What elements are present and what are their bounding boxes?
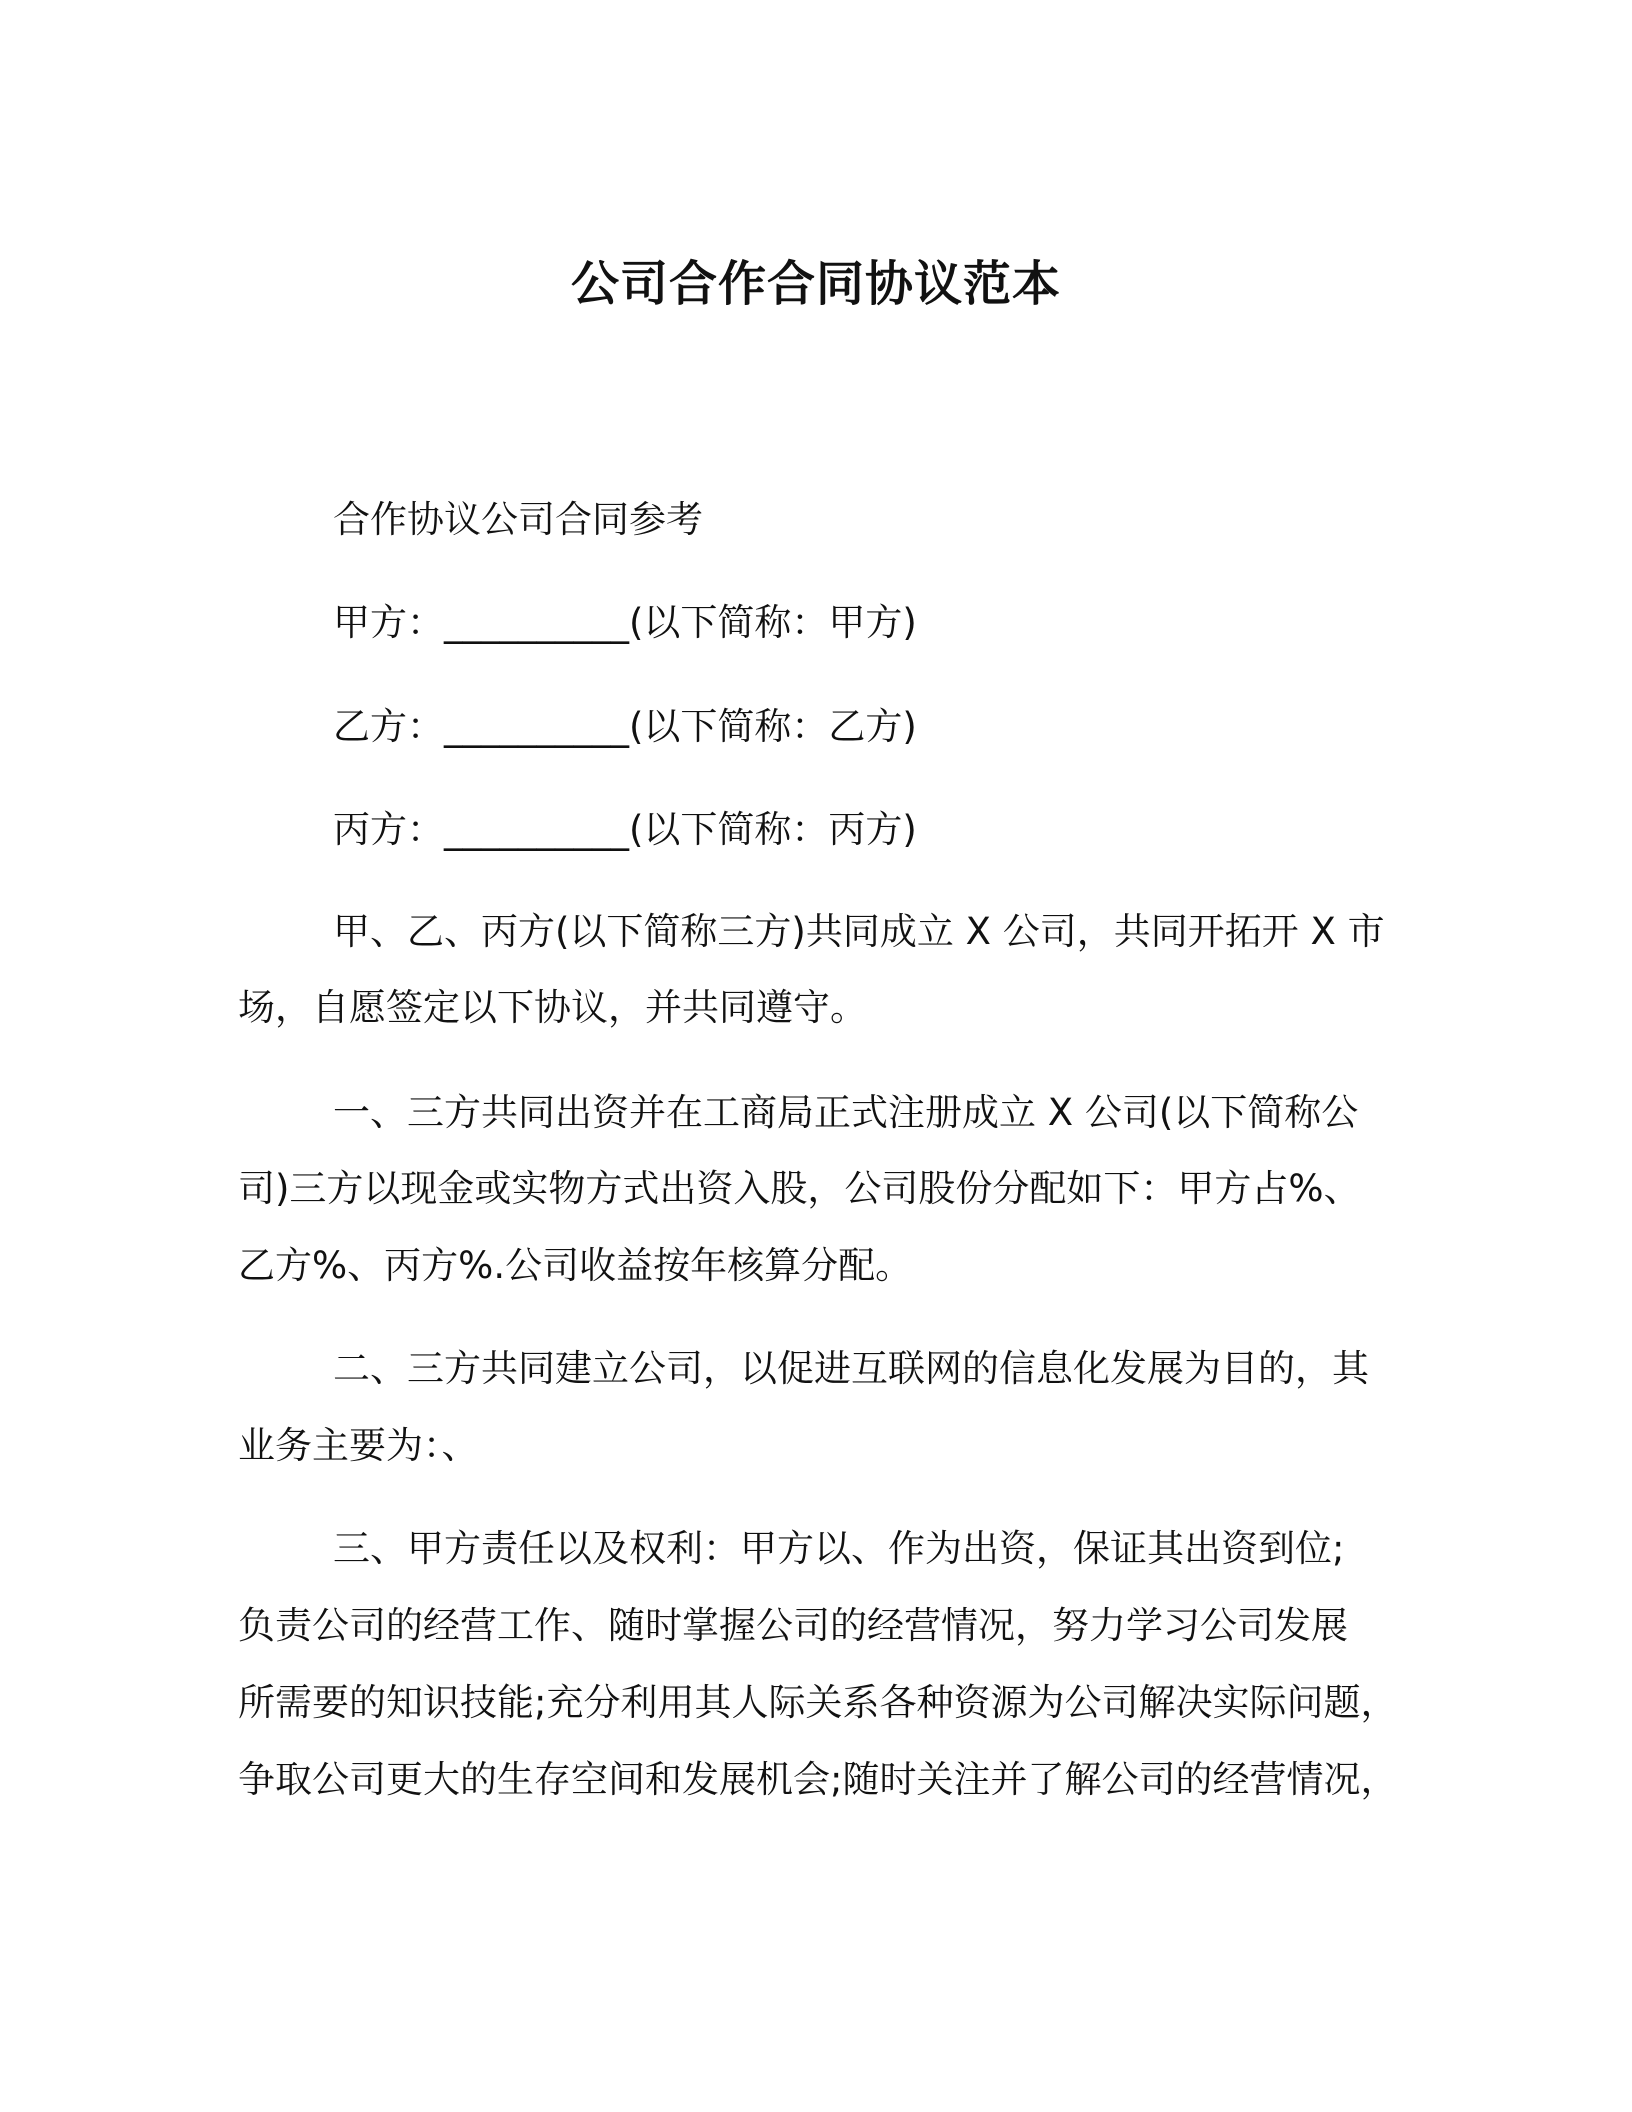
clause-1-line: 乙方%、丙方%.公司收益按年核算分配。 bbox=[238, 1244, 913, 1287]
party-b-line: 乙方：__________(以下简称：乙方) bbox=[333, 705, 917, 748]
clause-3-line: 所需要的知识技能;充分利用其人际关系各种资源为公司解决实际问题， bbox=[238, 1681, 1398, 1724]
clause-3-line: 负责公司的经营工作、随时掌握公司的经营情况，努力学习公司发展 bbox=[238, 1604, 1348, 1647]
party-c-line: 丙方：__________(以下简称：丙方) bbox=[333, 808, 917, 851]
clause-2-line: 二、三方共同建立公司，以促进互联网的信息化发展为目的，其 bbox=[333, 1347, 1369, 1390]
clause-1-line: 司)三方以现金或实物方式出资入股，公司股份分配如下：甲方占%、 bbox=[238, 1167, 1361, 1210]
clause-3-line: 三、甲方责任以及权利：甲方以、作为出资，保证其出资到位; bbox=[333, 1527, 1345, 1570]
party-a-line: 甲方：__________(以下简称：甲方) bbox=[333, 601, 917, 644]
document-subtitle: 合作协议公司合同参考 bbox=[333, 498, 703, 541]
clause-3-line: 争取公司更大的生存空间和发展机会;随时关注并了解公司的经营情况， bbox=[238, 1758, 1398, 1801]
intro-paragraph-line: 场，自愿签定以下协议，并共同遵守。 bbox=[238, 986, 867, 1029]
clause-2-line: 业务主要为：、 bbox=[238, 1424, 479, 1467]
intro-paragraph-line: 甲、乙、丙方(以下简称三方)共同成立 X 公司，共同开拓开 X 市 bbox=[333, 910, 1385, 953]
document-title: 公司合作合同协议范本 bbox=[570, 256, 1061, 313]
clause-1-line: 一、三方共同出资并在工商局正式注册成立 X 公司(以下简称公 bbox=[333, 1091, 1359, 1134]
